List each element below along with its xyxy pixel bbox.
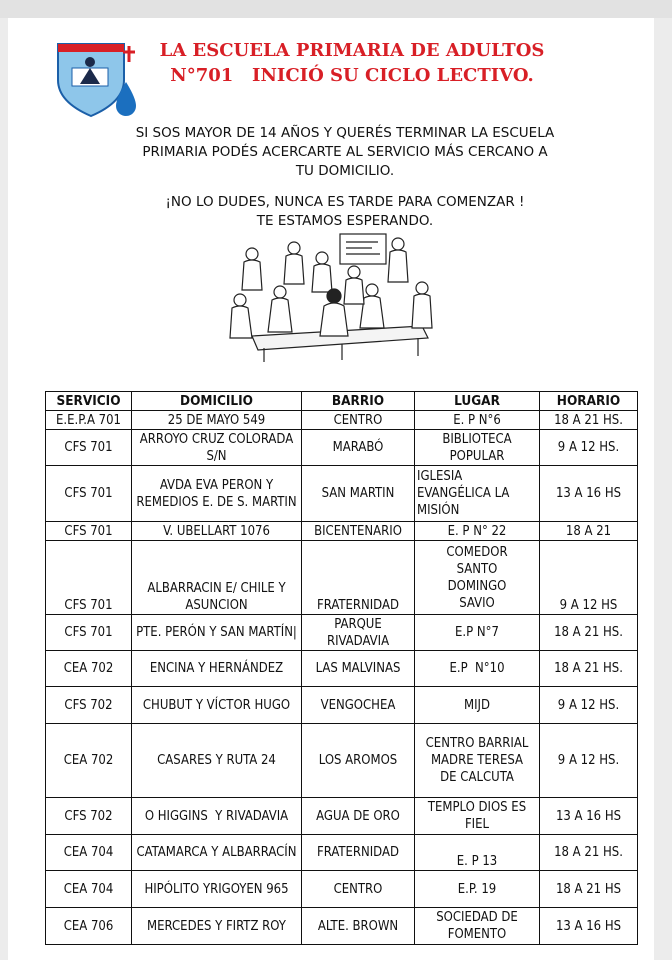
intro-line-4: ¡NO LO DUDES, NUNCA ES TARDE PARA COMENZAR ! <box>165 194 525 210</box>
cell-barrio: LOS AROMOS <box>302 724 415 798</box>
cell-servicio: CFS 702 <box>46 687 132 724</box>
cell-horario: 18 A 21 HS. <box>540 615 638 651</box>
cell-servicio: CEA 704 <box>46 871 132 908</box>
col-header-domicilio: DOMICILIO <box>132 392 302 411</box>
cell-lugar: CENTRO BARRIAL MADRE TERESA DE CALCUTA <box>415 724 540 798</box>
table-row <box>46 541 638 615</box>
cell-domicilio: O HIGGINS Y RIVADAVIA <box>132 798 302 835</box>
intro-line-2: PRIMARIA PODÉS ACERCARTE AL SERVICIO MÁS CERCANO A <box>142 144 548 160</box>
table-row <box>46 411 638 430</box>
table-row <box>46 522 638 541</box>
col-header-horario: HORARIO <box>540 392 638 411</box>
cell-domicilio: AVDA EVA PERON Y REMEDIOS E. DE S. MARTIN <box>132 466 302 522</box>
cell-domicilio: ARROYO CRUZ COLORADA S/N <box>132 430 302 466</box>
cell-domicilio: MERCEDES Y FIRTZ ROY <box>132 908 302 945</box>
cell-servicio: CEA 702 <box>46 651 132 687</box>
cell-barrio: ALTE. BROWN <box>302 908 415 945</box>
classroom-illustration <box>222 228 444 366</box>
cell-horario: 13 A 16 HS <box>540 466 638 522</box>
cell-barrio: PARQUE RIVADAVIA <box>302 615 415 651</box>
cell-barrio: FRATERNIDAD <box>302 835 415 871</box>
cell-horario: 18 A 21 <box>540 522 638 541</box>
schedule-table <box>45 391 638 945</box>
cell-lugar: E.P. 19 <box>415 871 540 908</box>
table-row <box>46 466 638 522</box>
cell-horario: 18 A 21 HS. <box>540 411 638 430</box>
cell-servicio: CFS 701 <box>46 466 132 522</box>
table-row <box>46 430 638 466</box>
cell-servicio: CEA 704 <box>46 835 132 871</box>
encouragement-text <box>100 193 590 231</box>
cell-horario: 13 A 16 HS <box>540 908 638 945</box>
cell-servicio: CFS 702 <box>46 798 132 835</box>
cell-barrio: VENGOCHEA <box>302 687 415 724</box>
cell-horario: 9 A 12 HS. <box>540 687 638 724</box>
cell-domicilio: CASARES Y RUTA 24 <box>132 724 302 798</box>
cell-lugar: BIBLIOTECA POPULAR <box>415 430 540 466</box>
cell-barrio: FRATERNIDAD <box>302 541 415 615</box>
cell-domicilio: PTE. PERÓN Y SAN MARTÍN| <box>132 615 302 651</box>
table-row <box>46 687 638 724</box>
cell-domicilio: HIPÓLITO YRIGOYEN 965 <box>132 871 302 908</box>
intro-line-3: TU DOMICILIO. <box>295 163 395 179</box>
cell-lugar: E. P N° 22 <box>415 522 540 541</box>
cell-horario: 18 A 21 HS. <box>540 835 638 871</box>
col-header-servicio: SERVICIO <box>46 392 132 411</box>
cell-domicilio: ALBARRACIN E/ CHILE Y ASUNCION <box>132 541 302 615</box>
cell-barrio: CENTRO <box>302 411 415 430</box>
top-bar <box>0 0 672 18</box>
cell-domicilio: 25 DE MAYO 549 <box>132 411 302 430</box>
cell-horario: 9 A 12 HS <box>540 541 638 615</box>
intro-text <box>100 124 590 181</box>
intro-line-5: TE ESTAMOS ESPERANDO. <box>256 213 434 229</box>
cell-lugar: E. P N°6 <box>415 411 540 430</box>
col-header-lugar: LUGAR <box>415 392 540 411</box>
cell-servicio: CEA 706 <box>46 908 132 945</box>
table-row <box>46 651 638 687</box>
cell-horario: 9 A 12 HS. <box>540 430 638 466</box>
cell-barrio: MARABÓ <box>302 430 415 466</box>
cell-barrio: AGUA DE ORO <box>302 798 415 835</box>
table-row <box>46 908 638 945</box>
cell-domicilio: CATAMARCA Y ALBARRACÍN <box>132 835 302 871</box>
cell-domicilio: CHUBUT Y VÍCTOR HUGO <box>132 687 302 724</box>
title-line-1: LA ESCUELA PRIMARIA DE ADULTOS <box>159 40 545 61</box>
table-row <box>46 871 638 908</box>
cell-barrio: LAS MALVINAS <box>302 651 415 687</box>
cell-lugar: IGLESIA EVANGÉLICA LA MISIÓN <box>415 466 540 522</box>
table-row <box>46 798 638 835</box>
cell-servicio: CFS 701 <box>46 430 132 466</box>
cell-domicilio: ENCINA Y HERNÁNDEZ <box>132 651 302 687</box>
col-header-barrio: BARRIO <box>302 392 415 411</box>
cell-servicio: E.E.P.A 701 <box>46 411 132 430</box>
cell-barrio: CENTRO <box>302 871 415 908</box>
cell-barrio: SAN MARTIN <box>302 466 415 522</box>
page-title <box>142 38 562 88</box>
cell-lugar: COMEDOR SANTO DOMINGO SAVIO <box>415 541 540 615</box>
table-row <box>46 615 638 651</box>
cell-servicio: CFS 701 <box>46 541 132 615</box>
cell-lugar: E. P 13 <box>415 835 540 871</box>
table-row <box>46 835 638 871</box>
cell-barrio: BICENTENARIO <box>302 522 415 541</box>
cell-servicio: CFS 701 <box>46 615 132 651</box>
cell-horario: 18 A 21 HS. <box>540 651 638 687</box>
cell-horario: 9 A 12 HS. <box>540 724 638 798</box>
table-row <box>46 724 638 798</box>
table-header-row <box>46 392 638 411</box>
title-line-2: N°701 INICIÓ SU CICLO LECTIVO. <box>170 65 534 86</box>
intro-line-1: SI SOS MAYOR DE 14 AÑOS Y QUERÉS TERMINAR LA ESCUELA <box>135 125 555 141</box>
cell-lugar: E.P N°10 <box>415 651 540 687</box>
cell-servicio: CEA 702 <box>46 724 132 798</box>
cell-domicilio: V. UBELLART 1076 <box>132 522 302 541</box>
cell-horario: 18 A 21 HS <box>540 871 638 908</box>
cell-lugar: E.P N°7 <box>415 615 540 651</box>
cell-lugar: SOCIEDAD DE FOMENTO <box>415 908 540 945</box>
cell-lugar: MIJD <box>415 687 540 724</box>
cell-horario: 13 A 16 HS <box>540 798 638 835</box>
cell-servicio: CFS 701 <box>46 522 132 541</box>
cell-lugar: TEMPLO DIOS ES FIEL <box>415 798 540 835</box>
school-logo <box>50 40 142 124</box>
